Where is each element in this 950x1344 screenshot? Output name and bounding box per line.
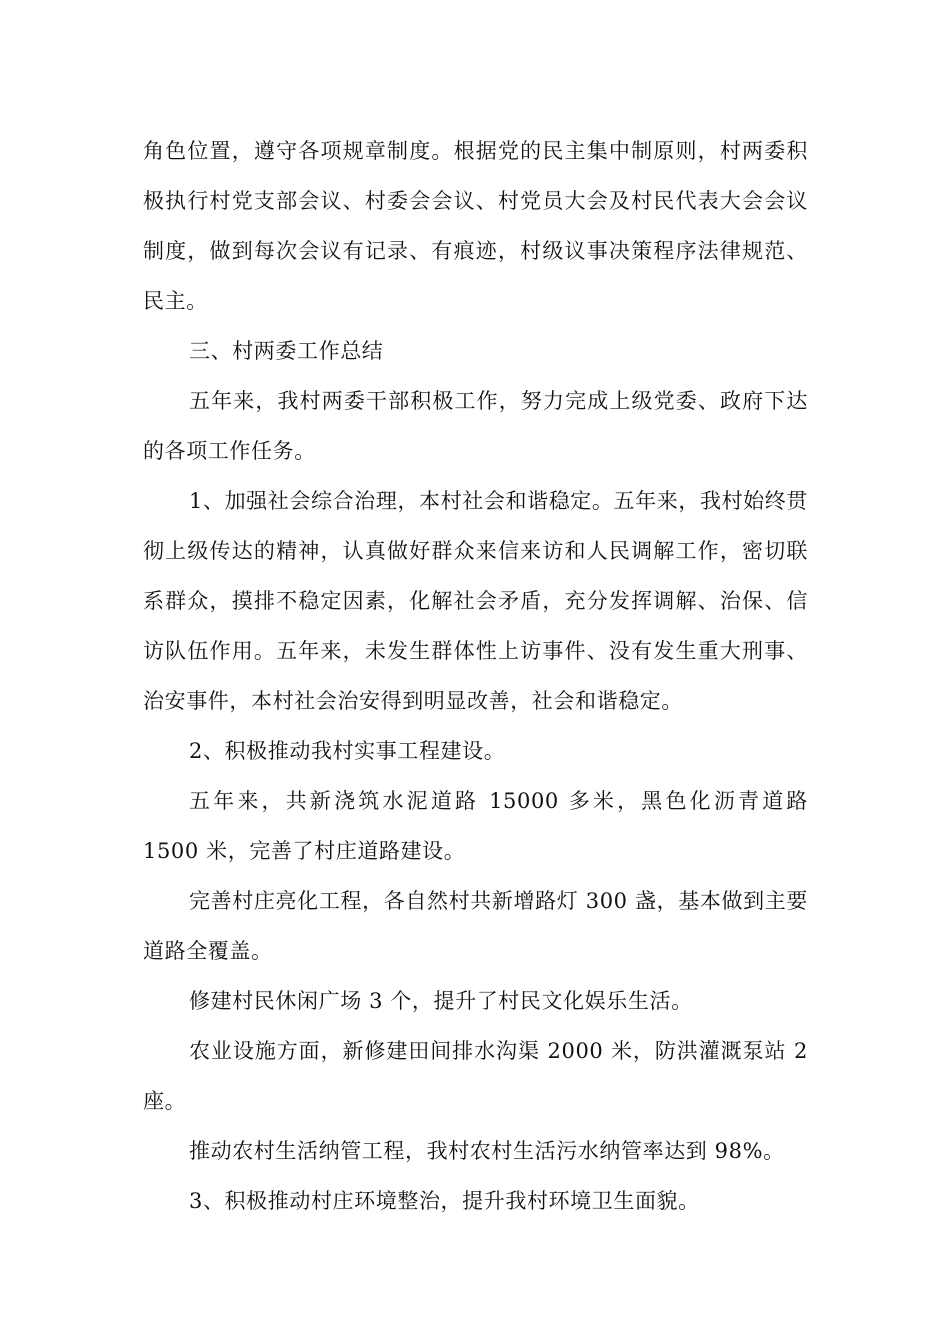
paragraph-sewage-project: 推动农村生活纳管工程，我村农村生活污水纳管率达到 98%。 (189, 1139, 785, 1163)
document-body (143, 126, 808, 1226)
paragraph-five-years-overview: 五年来，我村两委干部积极工作，努力完成上级党委、政府下达的各项工作任务。 (143, 389, 808, 463)
paragraph-environment-improvement: 3、积极推动村庄环境整治，提升我村环境卫生面貌。 (189, 1189, 700, 1213)
paragraph-agricultural-facilities: 农业设施方面，新修建田间排水沟渠 2000 米，防洪灌溉泵站 2 座。 (143, 1039, 808, 1113)
paragraph-street-lighting: 完善村庄亮化工程，各自然村共新增路灯 300 盏，基本做到主要道路全覆盖。 (143, 889, 808, 963)
section-heading-summary: 三、村两委工作总结 (189, 339, 384, 363)
paragraph-social-governance: 1、加强社会综合治理，本村社会和谐稳定。五年来，我村始终贯彻上级传达的精神，认真做好群众来信来访和人民调解工作，密切联系群众，摸排不稳定因素，化解社会矛盾，充分发挥调解、治保、信访队伍作用。五年来，未发生群体性上访事件、没有发生重大刑事、治安事件，本村社会治安得到明显改善，社会和谐稳定。 (143, 489, 808, 713)
paragraph-practical-projects: 2、积极推动我村实事工程建设。 (189, 739, 506, 763)
paragraph-leisure-squares: 修建村民休闲广场 3 个，提升了村民文化娱乐生活。 (189, 989, 693, 1013)
paragraph-road-construction: 五年来，共新浇筑水泥道路 15000 多米，黑色化沥青道路 1500 米，完善了村庄道路建设。 (143, 789, 808, 863)
paragraph-role-position: 角色位置，遵守各项规章制度。根据党的民主集中制原则，村两委积极执行村党支部会议、村委会会议、村党员大会及村民代表大会会议制度，做到每次会议有记录、有痕迹，村级议事决策程序法律规范、民主。 (143, 139, 808, 313)
